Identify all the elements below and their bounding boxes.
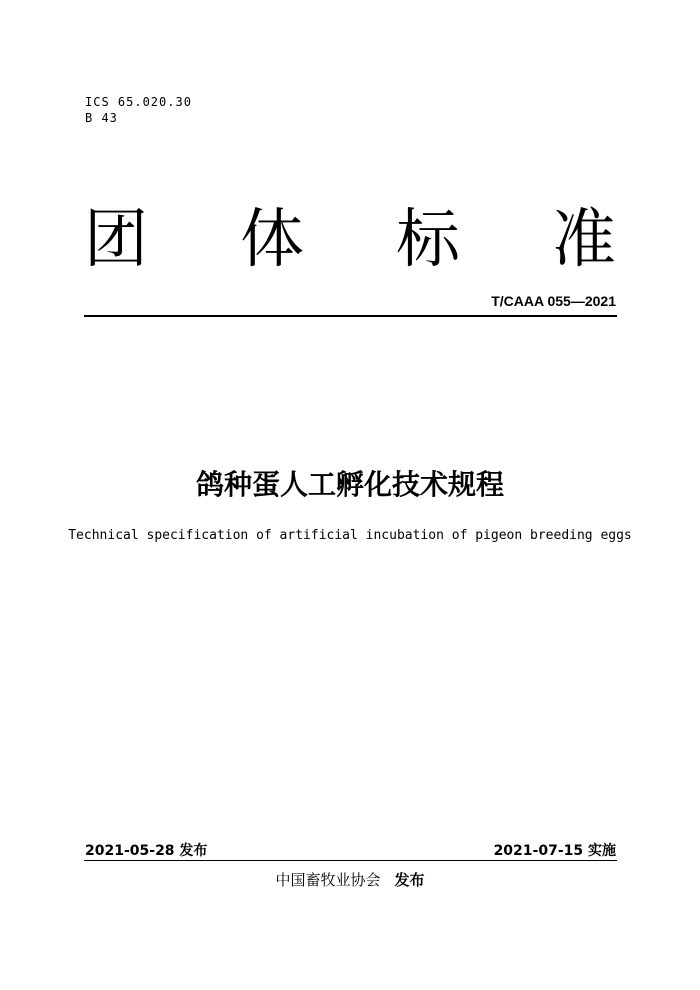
publisher-line	[0, 870, 700, 890]
ics-code: ICS 65.020.30	[85, 95, 192, 109]
standard-type-char: 体	[240, 203, 304, 277]
title-chinese: 鸽种蛋人工孵化技术规程	[195, 468, 504, 501]
standard-type-heading	[84, 200, 616, 280]
bottom-divider	[84, 860, 617, 861]
standard-type-char: 准	[552, 203, 616, 277]
issue-date: 2021-05-28 发布	[85, 843, 208, 859]
standard-type-char: 标	[396, 203, 460, 277]
ccs-code: B 43	[85, 111, 118, 125]
standard-type-char: 团	[84, 203, 148, 277]
publisher-name: 中国畜牧业协会	[275, 871, 381, 889]
classification-codes	[85, 94, 192, 126]
publisher-action: 发布	[394, 871, 425, 889]
top-divider	[84, 315, 617, 317]
standard-number: T/CAAA 055—2021	[491, 293, 616, 309]
implementation-date: 2021-07-15 实施	[493, 843, 616, 859]
title-english: Technical specification of artificial incubation of pigeon breeding eggs	[68, 528, 632, 543]
